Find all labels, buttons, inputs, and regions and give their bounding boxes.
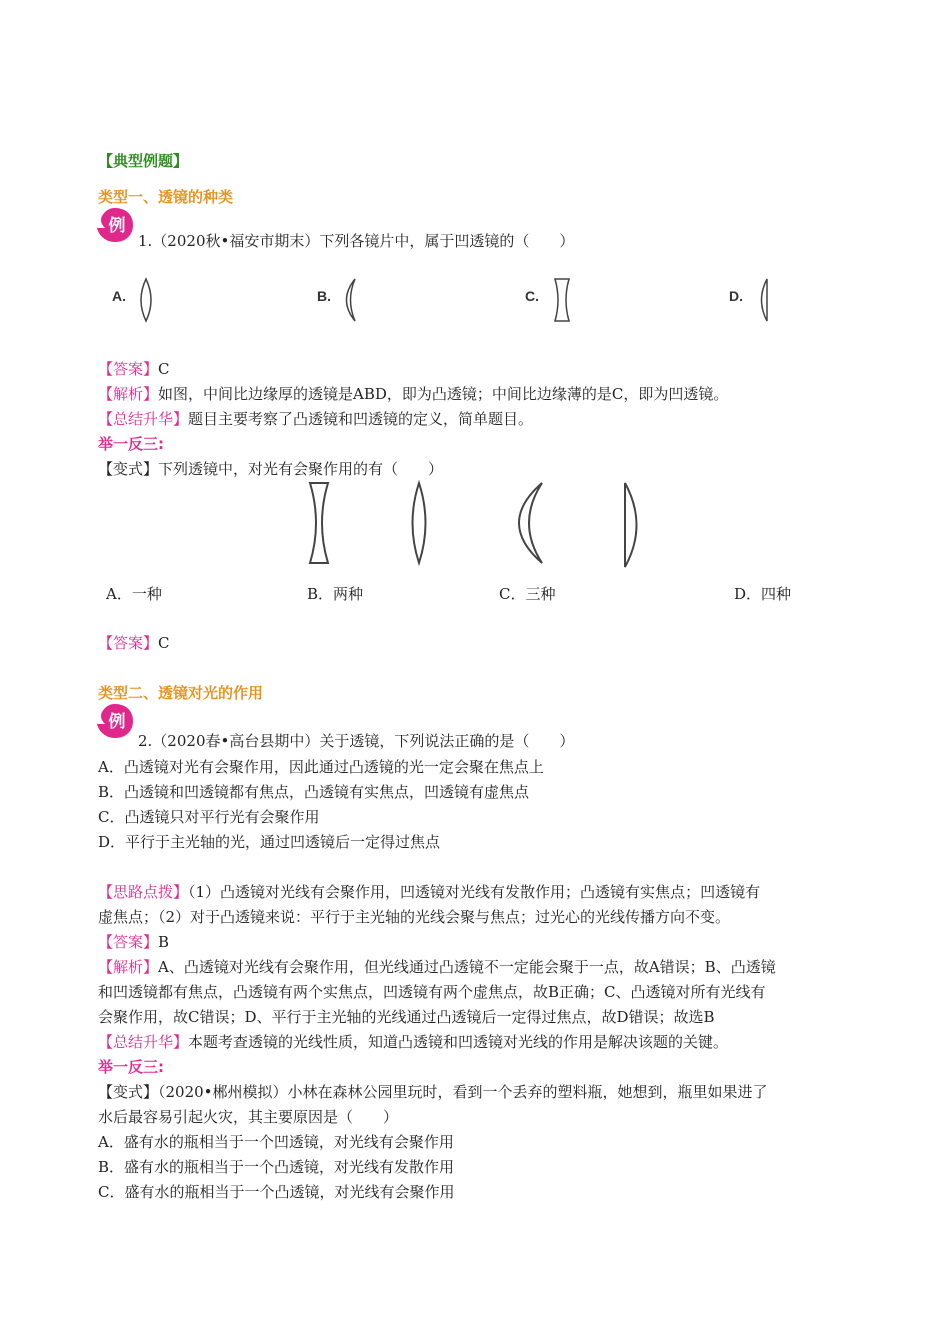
variant-1-option-c: C．三种 [499,585,556,603]
analysis-1: 【解析】如图，中间比边缘厚的透镜是ABD，即为凸透镜；中间比边缘薄的是C，即为凹透镜。 [98,385,729,403]
variant-1-option-b: B．两种 [307,585,364,603]
analysis-2: 【解析】A、凸透镜对光线有会聚作用，但光线通过凸透镜不一定能会聚于一点，故A错误；B、凸透镜 [98,958,776,976]
question-2-option-d: D．平行于主光轴的光，通过凹透镜后一定得过焦点 [98,833,441,851]
question-2: 2.（2020春•高台县期中）关于透镜，下列说法正确的是（ ） [138,732,575,750]
plano-convex-lens-icon [618,480,648,570]
type1-title: 类型一、透镜的种类 [98,188,234,206]
concave-lens-icon [306,480,332,566]
variant-1-answer: 【答案】C [98,634,170,652]
lens-option-d-label: D. [729,288,743,304]
variant-1: 【变式】下列透镜中，对光有会聚作用的有（ ） [98,460,444,478]
lens-option-a-label: A. [112,288,126,304]
question-2-option-a: A．凸透镜对光有会聚作用，因此通过凸透镜的光一定会聚在焦点上 [98,758,544,776]
answer-2: 【答案】B [98,933,170,951]
hint-2-line2: 虚焦点；（2）对于凸透镜来说：平行于主光轴的光线会聚与焦点；过光心的光线传播方向不变。 [98,908,731,926]
lens-b-icon [340,276,360,324]
variant-2-line2: 水后最容易引起火灾，其主要原因是（ ） [98,1108,399,1126]
example-badge-icon [96,206,134,244]
lens-c-icon [552,276,572,324]
variant-2-option-c: C．盛有水的瓶相当于一个凸透镜，对光线有会聚作用 [98,1183,455,1201]
summary-1: 【总结升华】题目主要考察了凸透镜和凹透镜的定义，简单题目。 [98,410,534,428]
extend-1: 举一反三: [98,435,164,453]
lens-option-c-label: C. [525,288,539,304]
example-badge-icon [96,702,134,740]
biconvex-lens-icon [406,480,432,566]
type2-title: 类型二、透镜对光的作用 [98,684,264,702]
analysis-2-line2: 和凹透镜都有焦点，凸透镜有两个实焦点，凹透镜有两个虚焦点，故B正确；C、凸透镜对所有光线有 [98,983,766,1001]
summary-2: 【总结升华】本题考查透镜的光线性质，知道凸透镜和凹透镜对光线的作用是解决该题的关键。 [98,1033,729,1051]
analysis-2-line3: 会聚作用，故C错误；D、平行于主光轴的光线通过凸透镜后一定得过焦点，故D错误；故选B [98,1008,715,1026]
lens-option-b-label: B. [317,288,331,304]
variant-1-option-d: D．四种 [734,585,792,603]
section-header: 【典型例题】 [98,152,189,170]
meniscus-lens-icon [504,480,548,566]
question-2-option-c: C．凸透镜只对平行光有会聚作用 [98,808,320,826]
variant-2-option-a: A．盛有水的瓶相当于一个凹透镜，对光线有会聚作用 [98,1133,454,1151]
question-2-option-b: B．凸透镜和凹透镜都有焦点，凸透镜有实焦点，凹透镜有虚焦点 [98,783,530,801]
answer-1: 【答案】C [98,360,170,378]
variant-2: 【变式】（2020•郴州模拟）小林在森林公园里玩时，看到一个丢弃的塑料瓶，她想到，瓶里如果进了 [98,1083,768,1101]
extend-2: 举一反三: [98,1058,164,1076]
variant-1-option-a: A．一种 [106,585,162,603]
badge-text: 例 [108,216,126,236]
lens-a-icon [136,276,156,324]
variant-2-option-b: B．盛有水的瓶相当于一个凸透镜，对光线有发散作用 [98,1158,455,1176]
badge-text: 例 [108,712,126,732]
question-1: 1.（2020秋•福安市期末）下列各镜片中，属于凹透镜的（ ） [138,232,575,250]
lens-d-icon [754,276,774,324]
hint-2: 【思路点拨】（1）凸透镜对光线有会聚作用，凹透镜对光线有发散作用；凸透镜有实焦点；凹透镜有 [98,883,761,901]
